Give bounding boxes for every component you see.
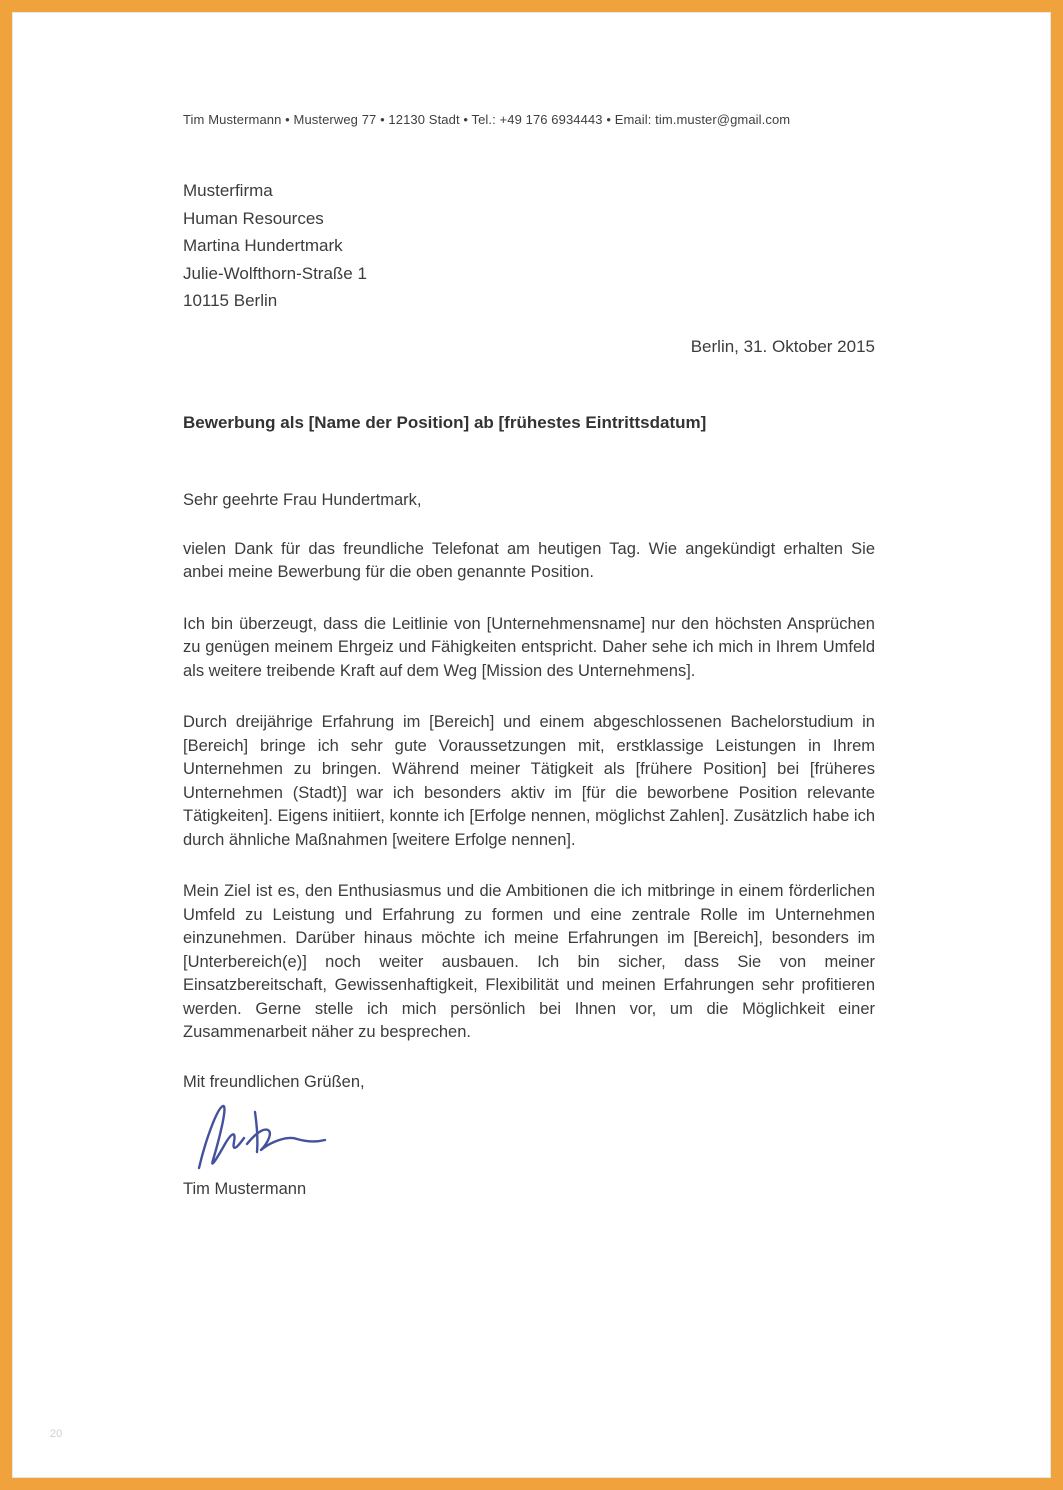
recipient-street: Julie-Wolfthorn-Straße 1 bbox=[183, 263, 367, 283]
closing-line: Mit freundlichen Grüßen, bbox=[183, 1072, 365, 1091]
sender-contact-line: Tim Mustermann • Musterweg 77 • 12130 Stadt • Tel.: +49 176 6934443 • Email: tim.muster@gmail.com bbox=[183, 112, 791, 127]
body-paragraph-2: Ich bin überzeugt, dass die Leitlinie von [Unternehmensname] nur den höchsten Ansprüchen zu genügen meinem Ehrgeiz und Fähigkeiten entspricht. Daher sehe ich mich in Ihrem Umfeld als weitere treibende Kraft auf dem Weg [Mission des Unternehmens]. bbox=[183, 614, 875, 680]
sender-name: Tim Mustermann bbox=[183, 1179, 307, 1198]
body-paragraph-3: Durch dreijährige Erfahrung im [Bereich] und einem abgeschlossenen Bachelorstudium in [Bereich] bringe ich sehr gute Voraussetzungen mit, erstklassige Leistungen in Ihrem Unternehmen zu bringen. Während meiner Tätigkeit als [frühere Position] bei [früheres Unternehmen (Stadt)] war ich besonders aktiv im [für die beworbene Position relevante Tätigkeiten]. Eigens initiiert, konnte ich [Erfolge nennen, möglichst Zahlen]. Zusätzlich habe ich durch ähnliche Maßnahmen [weitere Erfolge nennen]. bbox=[183, 713, 875, 849]
recipient-city: 10115 Berlin bbox=[183, 291, 278, 310]
recipient-address-block bbox=[183, 177, 875, 315]
body-paragraph-1: vielen Dank für das freundliche Telefonat am heutigen Tag. Wie angekündigt erhalten Sie anbei meine Bewerbung für die oben genannte Position. bbox=[183, 539, 875, 581]
body-paragraph-4: Mein Ziel ist es, den Enthusiasmus und die Ambitionen die ich mitbringe in einem förderlichen Umfeld zu Leistung und Erfahrung zu formen und eine zentrale Rolle im Unternehmen einzunehmen. Darüber hinaus möchte ich meine Erfahrungen im [Bereich], besonders im [Unterbereich(e)] noch weiter ausbauen. Ich bin sicher, dass Sie von meiner Einsatzbereitschaft, Gewissenhaftigkeit, Flexibilität und meinen Erfahrungen sehr profitieren werden. Gerne stelle ich mich persönlich bei Ihnen vor, um die Möglichkeit einer Zusammenarbeit näher zu besprechen. bbox=[183, 882, 875, 1041]
recipient-person: Martina Hundertmark bbox=[183, 236, 343, 255]
letter-content bbox=[12, 12, 1051, 1199]
recipient-company: Musterfirma bbox=[183, 181, 273, 200]
subject-line: Bewerbung als [Name der Position] ab [frühestes Eintrittsdatum] bbox=[183, 412, 707, 432]
signature-svg bbox=[185, 1098, 345, 1180]
recipient-department: Human Resources bbox=[183, 208, 324, 228]
signature-scribble bbox=[185, 1098, 875, 1180]
page-number: 20 bbox=[50, 1428, 63, 1440]
salutation: Sehr geehrte Frau Hundertmark, bbox=[183, 490, 422, 509]
date-line: Berlin, 31. Oktober 2015 bbox=[690, 336, 875, 356]
